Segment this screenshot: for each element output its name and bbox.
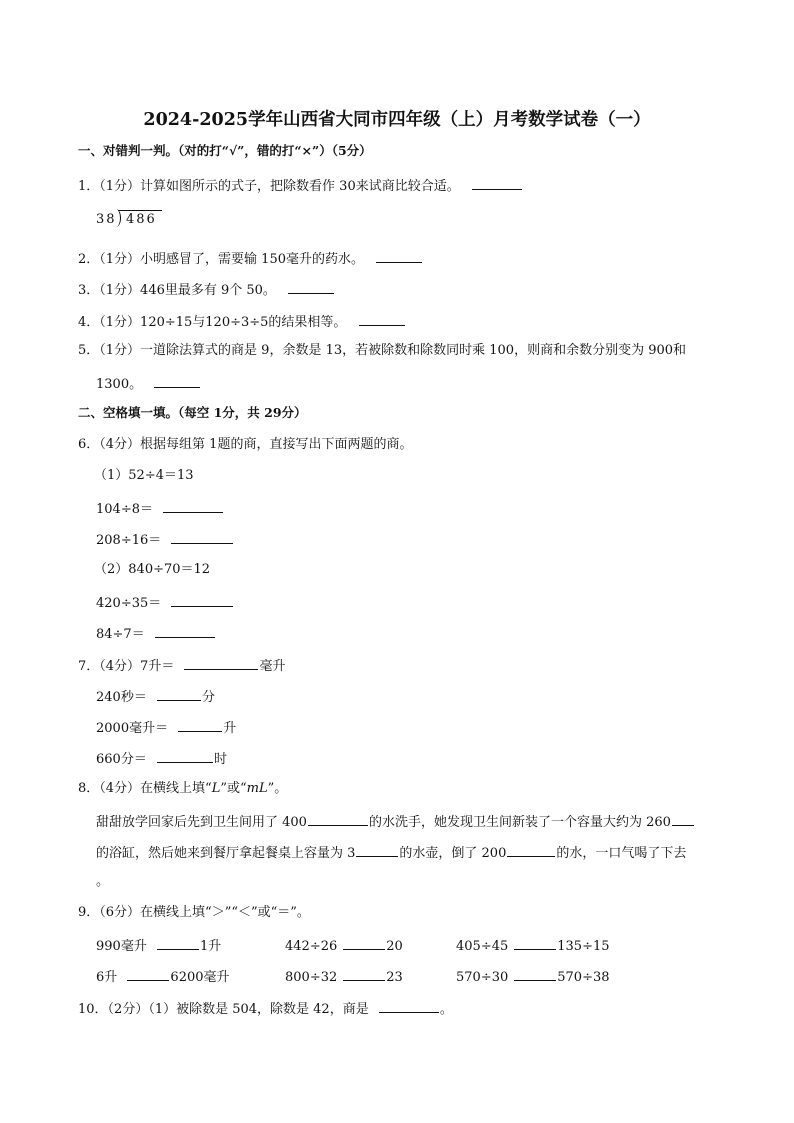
compare-right: 20: [386, 939, 403, 954]
compare-left: 800÷32: [285, 970, 338, 985]
question-7-item-text: 240秒＝: [96, 690, 147, 705]
question-7: [78, 656, 285, 675]
answer-blank[interactable]: [178, 718, 222, 732]
section-heading-2: 二、空格填一填。（每空 1分，共 29分）: [78, 405, 307, 420]
compare-right: 1升: [199, 939, 222, 954]
answer-blank[interactable]: [514, 936, 556, 950]
paragraph-text: 的水壶，倒了 200: [399, 846, 507, 861]
question-6-item: [96, 624, 216, 643]
question-8-text-part: ”或“: [220, 781, 247, 796]
answer-blank[interactable]: [155, 624, 215, 638]
answer-blank[interactable]: [157, 687, 201, 701]
question-7-text: 7．（4分）7升＝: [78, 659, 175, 674]
question-7-item: [96, 718, 236, 737]
question-4-text: 4．（1分）120÷15与120÷3÷5的结果相等。: [78, 315, 347, 330]
answer-blank[interactable]: [288, 280, 334, 294]
question-6-item: [96, 530, 234, 549]
question-6-item-text: 420÷35＝: [96, 596, 162, 611]
answer-blank[interactable]: [379, 999, 439, 1013]
unit-label: 时: [213, 752, 227, 767]
answer-blank[interactable]: [154, 374, 200, 388]
division-divisor: 38: [96, 212, 117, 227]
paragraph-text: 的浴缸，然后她来到餐厅拿起餐桌上容量为 3: [96, 846, 356, 861]
paragraph-text: 的水洗手，她发现卫生间新装了一个容量大约为 260: [368, 815, 671, 830]
paragraph-text: 甜甜放学回家后先到卫生间用了 400: [96, 815, 307, 830]
compare-item: [456, 936, 610, 955]
compare-left: 570÷30: [456, 970, 509, 985]
question-4: [78, 312, 406, 331]
compare-item: [285, 967, 403, 986]
answer-blank[interactable]: [343, 967, 385, 981]
unit-label: 分: [201, 690, 215, 705]
question-6-text: 6．（4分）根据每组第 1题的商，直接写出下面两题的商。: [78, 437, 413, 452]
compare-right: 570÷38: [557, 970, 610, 985]
section-heading-1: 一、对错判一判。（对的打“√”，错的打“×”）（5分）: [78, 143, 372, 158]
question-6-item: [96, 499, 224, 518]
page-title: 2024-2025学年山西省大同市四年级（上）月考数学试卷（一）: [143, 110, 651, 130]
answer-blank[interactable]: [171, 593, 233, 607]
answer-blank[interactable]: [157, 936, 199, 950]
compare-left: 442÷26: [285, 939, 338, 954]
answer-blank[interactable]: [157, 749, 213, 763]
question-8-text-part: 8．（4分）在横线上填“: [78, 781, 212, 796]
question-2-text: 2．（1分）小明感冒了，需要输 150毫升的药水。: [78, 252, 364, 267]
question-3: [78, 280, 335, 299]
question-6-item: [96, 593, 234, 612]
compare-left: 405÷45: [456, 939, 509, 954]
question-8-paragraph-line2: [96, 843, 686, 862]
question-10: [78, 999, 453, 1018]
answer-blank[interactable]: [359, 312, 405, 326]
question-5-text: 1300。: [96, 377, 143, 392]
unit-symbol-L: L: [211, 781, 221, 796]
answer-blank[interactable]: [514, 967, 556, 981]
compare-item: [96, 967, 230, 986]
question-6-group2: （2）840÷70＝12: [94, 562, 211, 577]
answer-blank[interactable]: [472, 176, 522, 190]
answer-blank[interactable]: [376, 249, 422, 263]
question-8-text-part: ”。: [267, 781, 288, 796]
compare-item: [285, 936, 403, 955]
question-6-item-text: 84÷7＝: [96, 627, 145, 642]
answer-blank[interactable]: [343, 936, 385, 950]
answer-blank[interactable]: [127, 967, 169, 981]
question-7-item: [96, 749, 227, 768]
question-6-item-text: 208÷16＝: [96, 533, 162, 548]
question-7-item-text: 660分＝: [96, 752, 147, 767]
unit-label: 升: [223, 721, 237, 736]
question-3-text: 3．（1分）446里最多有 9个 50。: [78, 283, 276, 298]
question-9-text: 9．（6分）在横线上填“＞”“＜”或“＝”。: [78, 905, 310, 920]
question-1: [78, 176, 523, 195]
question-1-text: 1．（1分）计算如图所示的式子，把除数看作 30来试商比较合适。: [78, 179, 460, 194]
question-10-text: 10．（2分）（1）被除数是 504，除数是 42，商是: [78, 1002, 369, 1017]
question-6-item-text: 104÷8＝: [96, 502, 153, 517]
answer-blank[interactable]: [308, 812, 368, 826]
answer-blank[interactable]: [356, 843, 398, 857]
question-5-line1: 5．（1分）一道除法算式的商是 9，余数是 13，若被除数和除数同时乘 100，则商和余数分别变为 900和: [78, 343, 687, 358]
compare-item: [456, 967, 610, 986]
question-8-paragraph-line1: [96, 812, 695, 831]
paragraph-text: 的水，一口气喝了下去: [556, 846, 687, 861]
question-8-text: [78, 781, 287, 797]
unit-label: 毫升: [259, 659, 286, 674]
answer-blank[interactable]: [171, 530, 233, 544]
question-6-group1: （1）52÷4＝13: [94, 468, 194, 483]
answer-blank[interactable]: [507, 843, 555, 857]
compare-left: 990毫升: [96, 939, 147, 954]
answer-blank[interactable]: [672, 812, 694, 826]
compare-right: 23: [386, 970, 403, 985]
answer-blank[interactable]: [163, 499, 223, 513]
answer-blank[interactable]: [184, 656, 258, 670]
question-2: [78, 249, 423, 268]
question-8-paragraph-line3: 。: [96, 874, 110, 889]
question-10-end: 。: [439, 1002, 453, 1017]
question-7-item-text: 2000毫升＝: [96, 721, 169, 736]
compare-right: 135÷15: [557, 939, 610, 954]
question-7-item: [96, 687, 215, 706]
compare-left: 6升: [96, 970, 118, 985]
compare-item: [96, 936, 221, 955]
question-5-line2: [96, 374, 201, 393]
compare-right: 6200毫升: [170, 970, 230, 985]
division-dividend: 486: [126, 212, 157, 227]
unit-symbol-mL: mL: [246, 781, 268, 796]
